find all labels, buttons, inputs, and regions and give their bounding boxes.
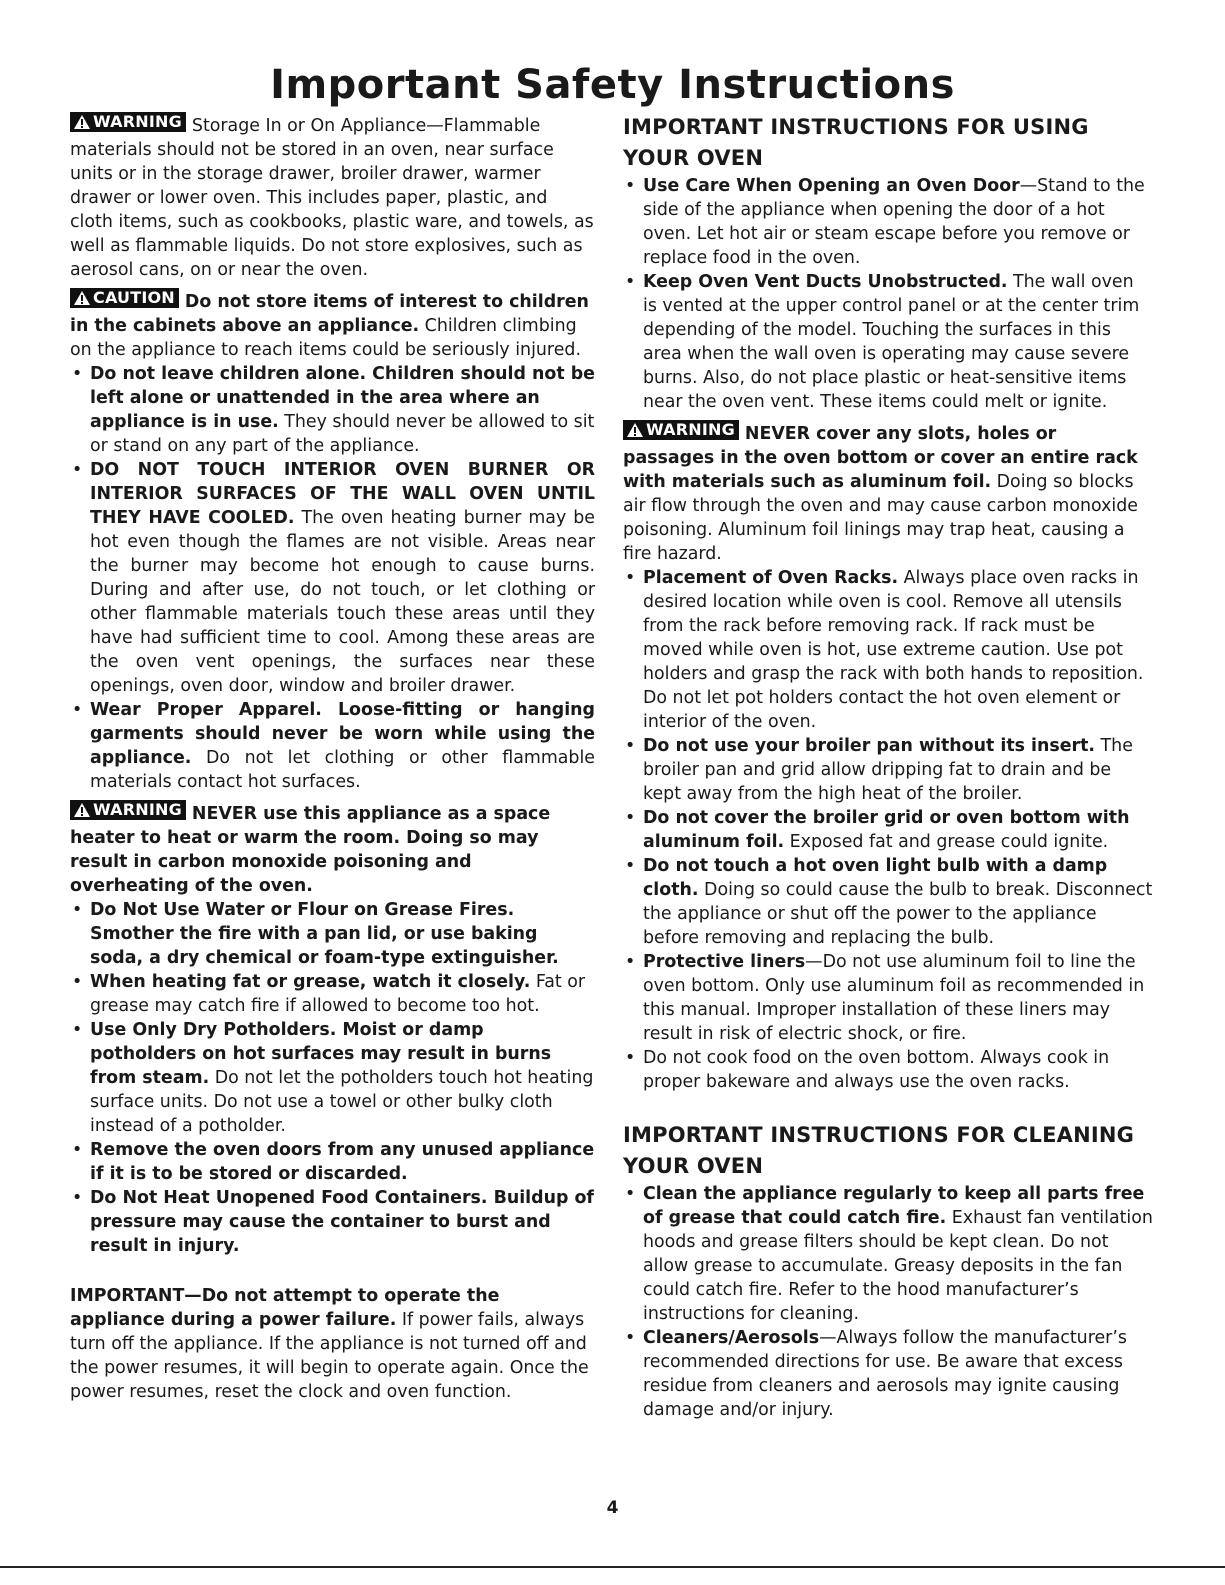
caution-text: Children climbing on the appliance to reach items could be seriously injured. — [70, 316, 581, 360]
warning-foil-bold: NEVER cover any slots, holes or passages in the oven bottom or cover an entire rack with materials such as aluminum foil. — [623, 424, 1138, 492]
list-item — [623, 270, 1153, 414]
bullet-bold: When heating fat or grease, watch it closely. — [90, 972, 531, 992]
using-bullets — [623, 174, 1153, 414]
alert-triangle-icon — [73, 290, 91, 306]
children-bullets — [70, 362, 595, 698]
list-item — [70, 362, 595, 458]
cleaning-bullets — [623, 1182, 1153, 1422]
caution-badge — [70, 288, 179, 308]
bullet-bold: Do Not Use Water or Flour on Grease Fires. Smother the fire with a pan lid, or use baking soda, a dry chemical or foam-type extinguisher. — [90, 900, 559, 968]
warning-badge — [623, 420, 739, 440]
bullet-bold: Keep Oven Vent Ducts Unobstructed. — [643, 272, 1008, 292]
warning-badge — [70, 800, 186, 820]
bullet-text: Doing so could cause the bulb to break. Disconnect the appliance or shut off the power to the appliance before removing and replacing the bulb. — [643, 880, 1153, 948]
warning-space-heater — [70, 800, 595, 898]
alert-triangle-icon — [73, 802, 91, 818]
bullet-bold: Do not use your broiler pan without its insert. — [643, 736, 1096, 756]
list-item — [623, 1326, 1153, 1422]
list-item — [623, 806, 1153, 854]
bullet-text: They should never be allowed to sit or stand on any part of the appliance. — [90, 412, 595, 456]
bottom-rule — [0, 1566, 1225, 1568]
apparel-bullets — [70, 698, 595, 794]
warning-badge-label: WARNING — [93, 800, 182, 819]
warning-storage-text: Storage In or On Appliance—Flammable materials should not be stored in an oven, near surface units or in the storage drawer, broiler drawer, warmer drawer or lower oven. This includes paper, plastic, and cloth items, such as cookbooks, plastic ware, and towels, as well as flammable liquids. Do not store explosives, such as aerosol cans, on or near the oven. — [70, 116, 594, 280]
right-column — [623, 112, 1153, 1422]
power-failure-bold: IMPORTANT—Do not attempt to operate the appliance during a power failure. — [70, 1286, 500, 1330]
bullet-text: Do not let clothing or other flammable materials contact hot surfaces. — [90, 748, 595, 792]
bullet-text: Do not let the potholders touch hot heating surface units. Do not use a towel or other bulky cloth instead of a potholder. — [90, 1068, 594, 1136]
list-item — [70, 898, 595, 970]
fire-bullets — [70, 898, 595, 1258]
power-failure-text: If power fails, always turn off the appliance. If the appliance is not turned off and the power resumes, it will begin to operate again. Once the power resumes, reset the clock and oven function. — [70, 1310, 589, 1402]
caution-bold: Do not store items of interest to children in the cabinets above an appliance. — [70, 292, 589, 336]
bullet-bold: Protective liners — [643, 952, 806, 972]
warning-badge — [70, 112, 186, 132]
bullet-text: —Do not use aluminum foil to line the oven bottom. Only use aluminum foil as recommended in this manual. Improper installation of these liners may result in risk of electric shock, or fire. — [643, 952, 1145, 1044]
alert-triangle-icon — [73, 114, 91, 130]
bullet-text: Do not cook food on the oven bottom. Always cook in proper bakeware and always use the oven racks. — [643, 1048, 1110, 1092]
warning-badge-label: WARNING — [93, 112, 182, 131]
bullet-bold: DO NOT TOUCH INTERIOR OVEN BURNER OR INTERIOR SURFACES OF THE WALL OVEN UNTIL THEY HAVE COOLED. — [90, 460, 595, 528]
bullet-bold: Clean the appliance regularly to keep all parts free of grease that could catch fire. — [643, 1184, 1145, 1228]
bullet-bold: Remove the oven doors from any unused appliance if it is to be stored or discarded. — [90, 1140, 595, 1184]
list-item — [70, 1138, 595, 1186]
bullet-bold: Do not touch a hot oven light bulb with a damp cloth. — [643, 856, 1108, 900]
bullet-text: The oven heating burner may be hot even though the flames are not visible. Areas near the burner may become hot enough to cause burns. During and after use, do not touch, or let clothing or other flammable materials touch these areas until they have had sufficient time to cool. Among these areas are the oven vent openings, the surfaces near these openings, oven door, window and broiler drawer. — [90, 508, 595, 696]
list-item — [623, 854, 1153, 950]
bullet-text: —Always follow the manufacturer’s recommended directions for use. Be aware that excess residue from cleaners and aerosols may ignite causing damage and/or injury. — [643, 1328, 1127, 1420]
alert-triangle-icon — [626, 422, 644, 438]
caution-children — [70, 288, 595, 362]
list-item — [623, 566, 1153, 734]
warning-foil — [623, 420, 1153, 566]
list-item — [70, 458, 595, 698]
bullet-bold: Do not cover the broiler grid or oven bottom with aluminum foil. — [643, 808, 1130, 852]
bullet-text: —Stand to the side of the appliance when opening the door of a hot oven. Let hot air or steam escape before you remove or replace food in the oven. — [643, 176, 1145, 268]
left-column — [70, 112, 595, 1404]
bullet-bold: Cleaners/Aerosols — [643, 1328, 820, 1348]
list-item — [623, 1182, 1153, 1326]
bullet-text: Always place oven racks in desired location while oven is cool. Remove all utensils from the rack before removing rack. If rack must be moved while oven is hot, use extreme caution. Use pot holders and grasp the rack with both hands to reposition. Do not let pot holders contact the hot oven element or interior of the oven. — [643, 568, 1144, 732]
list-item — [70, 970, 595, 1018]
heading-cleaning-oven: IMPORTANT INSTRUCTIONS FOR CLEANING YOUR OVEN — [623, 1123, 1135, 1178]
warning-storage — [70, 112, 595, 282]
list-item — [70, 698, 595, 794]
list-item — [623, 950, 1153, 1046]
bullet-text: The wall oven is vented at the upper control panel or at the center trim depending of the model. Touching the surfaces in this area when the wall oven is operating may cause severe burns. Also, do not place plastic or heat-sensitive items near the oven vent. These items could melt or ignite. — [643, 272, 1140, 412]
bullet-text: The broiler pan and grid allow dripping fat to drain and be kept away from the high heat of the broiler. — [643, 736, 1133, 804]
bullet-bold: Use Only Dry Potholders. Moist or damp potholders on hot surfaces may result in burns from steam. — [90, 1020, 552, 1088]
warning-badge-label: WARNING — [646, 420, 735, 439]
list-item — [623, 1046, 1153, 1094]
power-failure-note — [70, 1284, 595, 1404]
bullet-bold: Do not leave children alone. Children should not be left alone or unattended in the area where an appliance is in use. — [90, 364, 595, 432]
bullet-text: Exposed fat and grease could ignite. — [784, 832, 1109, 852]
bullet-text: Fat or grease may catch fire if allowed to become too hot. — [90, 972, 586, 1016]
bullet-bold: Placement of Oven Racks. — [643, 568, 899, 588]
bullet-bold: Wear Proper Apparel. Loose-fitting or hanging garments should never be worn while using the appliance. — [90, 700, 595, 768]
page-number: 4 — [606, 1498, 619, 1518]
bullet-bold: Use Care When Opening an Oven Door — [643, 176, 1020, 196]
rack-bullets — [623, 566, 1153, 1094]
list-item — [70, 1018, 595, 1138]
heading-using-oven: IMPORTANT INSTRUCTIONS FOR USING YOUR OVEN — [623, 115, 1089, 170]
warning-space-heater-text: NEVER use this appliance as a space heater to heat or warm the room. Doing so may result in carbon monoxide poisoning and overheating of the oven. — [70, 804, 551, 896]
list-item — [623, 174, 1153, 270]
page-title: Important Safety Instructions — [270, 62, 955, 108]
warning-foil-text: Doing so blocks air flow through the oven and may cause carbon monoxide poisoning. Aluminum foil linings may trap heat, causing a fire hazard. — [623, 472, 1138, 564]
bullet-bold: Do Not Heat Unopened Food Containers. Buildup of pressure may cause the container to burst and result in injury. — [90, 1188, 594, 1256]
bullet-text: Exhaust fan ventilation hoods and grease filters should be kept clean. Do not allow grease to accumulate. Greasy deposits in the fan could catch fire. Refer to the hood manufacturer’s instructions for cleaning. — [643, 1208, 1153, 1324]
list-item — [70, 1186, 595, 1258]
caution-badge-label: CAUTION — [93, 288, 175, 307]
list-item — [623, 734, 1153, 806]
